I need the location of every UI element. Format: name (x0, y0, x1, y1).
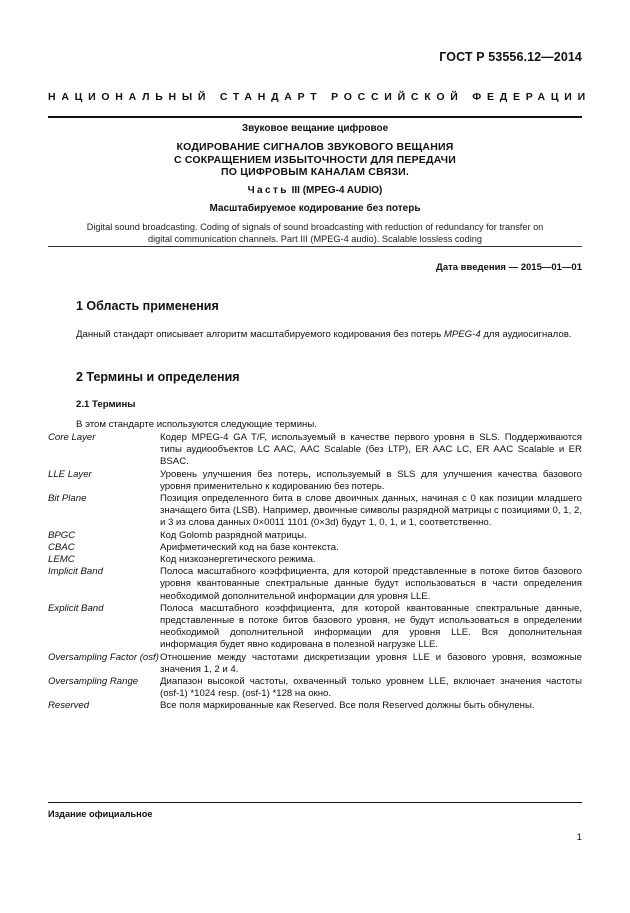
term-definition: Все поля маркированные как Reserved. Все поля Reserved должны быть обнулены. (160, 700, 535, 712)
term-name: LEMC (48, 554, 75, 566)
title-main-line: КОДИРОВАНИЕ СИГНАЛОВ ЗВУКОВОГО ВЕЩАНИЯ (176, 141, 454, 153)
title-part-name: Масштабируемое кодирование без потерь (209, 202, 421, 214)
title-rule-bottom (48, 246, 582, 247)
term-name: Bit Plane (48, 493, 87, 505)
section-1-text (48, 328, 582, 341)
title-part (48, 184, 582, 198)
official-edition-label: Издание официальное (48, 809, 153, 819)
term-name: Core Layer (48, 432, 96, 443)
term-name: LLE Layer (48, 468, 92, 480)
section-1-heading: 1 Область применения (76, 299, 219, 313)
title-block (48, 122, 582, 246)
title-english-line: Digital sound broadcasting. Coding of signals of sound broadcasting with reduction of redundancy for transfer on (86, 221, 544, 232)
section-1-text-b: для аудиосигналов. (480, 329, 572, 340)
terms-list (48, 432, 582, 713)
gost-id: ГОСТ Р 53556.12—2014 (439, 50, 582, 64)
term-definition: Диапазон высокой частоты, охваченный только уровнем LLE, включает значения частоты (osf-1) *1024 resp. (osf-1) *128 на окно. (160, 676, 582, 700)
term-name: Explicit Band (48, 602, 104, 614)
section-2-heading: 2 Термины и определения (76, 370, 240, 384)
term-name: Oversampling Factor (osf) (48, 651, 159, 663)
term-name: Implicit Band (48, 566, 103, 578)
term-row (48, 530, 582, 542)
term-name: CBAC (48, 541, 75, 553)
section-2-intro: В этом стандарте используются следующие термины. (76, 419, 317, 430)
title-rule-top (48, 116, 582, 118)
title-main-line: С СОКРАЩЕНИЕМ ИЗБЫТОЧНОСТИ ДЛЯ ПЕРЕДАЧИ (173, 153, 456, 166)
title-part-rest: III (MPEG-4 AUDIO) (288, 184, 383, 196)
term-definition: Код низкоэнергетического режима. (160, 554, 316, 566)
term-row (48, 554, 582, 566)
section-2-1-heading: 2.1 Термины (76, 399, 136, 410)
term-row (48, 700, 582, 712)
title-english-line: digital communication channels. Part III (MPEG-4 audio). Scalable lossless coding (148, 234, 482, 244)
term-row (48, 676, 582, 700)
term-name: BPGC (48, 529, 76, 541)
section-1-text-em: MPEG-4 (443, 329, 481, 340)
term-row (48, 432, 582, 469)
section-1-text-a: Данный стандарт описывает алгоритм масштабируемого кодирования без потерь (76, 329, 444, 340)
term-name: Reserved (48, 700, 90, 712)
term-definition: Код Golomb разрядной матрицы. (160, 529, 307, 541)
title-main-line: ПО ЦИФРОВЫМ КАНАЛАМ СВЯЗИ. (221, 166, 409, 178)
page-number: 1 (576, 832, 582, 843)
title-english (48, 221, 582, 246)
title-main (48, 141, 582, 179)
term-row (48, 603, 582, 652)
title-subtitle: Звуковое вещание цифровое (241, 123, 389, 134)
term-definition: Кодер MPEG-4 GA T/F, используемый в качестве первого уровня в SLS. Поддерживаются типы аудиообъектов LC AAC, AAC Scalable (без LTP), ER AAC LC, ER AAC Scalable и ER BSAC. (160, 432, 582, 468)
title-part-word: Часть (247, 184, 289, 196)
term-definition: Отношение между частотами дискретизации уровня LLE и базового уровня, возможные значения 1, 2 и 4. (160, 651, 582, 675)
term-definition: Уровень улучшения без потерь, используемый в SLS для улучшения качества базового уровня применительно к кодированию без потерь. (160, 468, 582, 492)
term-definition: Позиция определенного бита в слове двоичных данных, начиная с 0 как позиции младшего значащего бита (LSB). Например, двоичные символы разрядной матрицы с позициями 0, 1, 2, и 3 из слова данных 0×0011 1101 (0×3d) будут 1, 0, 1, и 1, соответственно. (160, 493, 582, 529)
term-row (48, 652, 582, 676)
term-row (48, 566, 582, 603)
term-definition: Полоса масштабного коэффициента, для которой квантованные спектральные данные, представленные в потоке битов базового уровня, не будут использоваться в определении необходимой дополнительной информации для уровня LLE. Вся дополнительная информация будет явно кодирована в полезной нагрузке LLE. (160, 602, 582, 651)
term-row (48, 469, 582, 493)
introduction-date: Дата введения — 2015—01—01 (436, 262, 582, 273)
term-row (48, 542, 582, 554)
national-standard-banner: НАЦИОНАЛЬНЫЙ СТАНДАРТ РОССИЙСКОЙ ФЕДЕРАЦИИ (48, 91, 591, 103)
term-name: Oversampling Range (48, 676, 139, 688)
footer-rule (48, 802, 582, 803)
term-row (48, 493, 582, 530)
term-definition: Арифметический код на базе контекста. (160, 541, 339, 553)
term-definition: Полоса масштабного коэффициента, для которой представленные в потоке битов базового уровня квантованные спектральные данные будут использоваться в части определения необходимой дополнительной информации для уровня LLE. (160, 566, 582, 602)
